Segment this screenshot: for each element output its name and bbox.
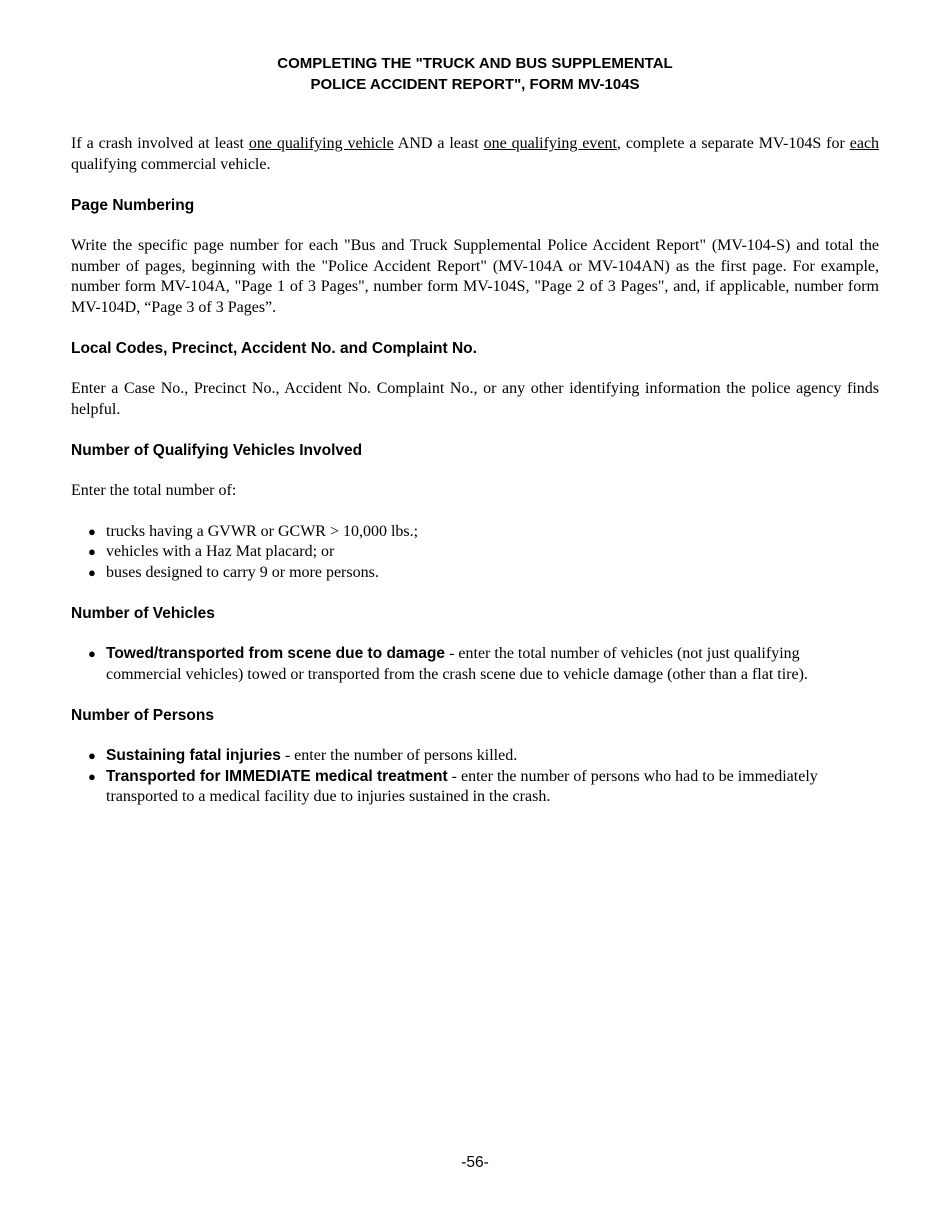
list-item-text: vehicles with a Haz Mat placard; or xyxy=(106,543,335,560)
title-line-2: POLICE ACCIDENT REPORT", FORM MV-104S xyxy=(310,76,640,93)
number-of-vehicles-list xyxy=(71,644,879,685)
bullet-icon: ● xyxy=(88,768,96,784)
intro-underline-qualifying-vehicle: one qualifying vehicle xyxy=(248,135,394,152)
page-number: -56- xyxy=(461,1154,489,1171)
heading-number-of-vehicles: Number of Vehicles xyxy=(71,605,215,622)
list-item-term: Transported for IMMEDIATE medical treatment xyxy=(106,767,448,785)
list-item xyxy=(71,542,879,563)
bullet-icon: ● xyxy=(88,544,96,559)
list-item-term: Towed/transported from scene due to damage xyxy=(106,645,446,662)
intro-underline-qualifying-event: one qualifying event xyxy=(483,135,617,152)
page-numbering-paragraph: Write the specific page number for each "Bus and Truck Supplemental Police Accident Report" (MV-104-S) and total the number of pages, beginning with the "Police Accident Report" (MV-104A or MV-104AN) as the first page. For example, number form MV-104A, "Page 1 of 3 Pages", number form MV-104S, "Page 2 of 3 Pages", and, if applicable, number form MV-104D, “Page 3 of 3 Pages”. xyxy=(71,237,879,316)
number-of-persons-list xyxy=(71,746,879,808)
title-line-1: COMPLETING THE "TRUCK AND BUS SUPPLEMENTAL xyxy=(277,55,673,72)
list-item-description: - enter the total number of vehicles (not just qualifying commercial vehicles) towed or transported from the crash scene due to vehicle damage (other than a flat tire). xyxy=(106,645,808,683)
qualifying-vehicles-list xyxy=(71,522,879,584)
document-page xyxy=(71,53,879,808)
intro-underline-each: each xyxy=(849,135,880,152)
list-item-text: trucks having a GVWR or GCWR > 10,000 lbs.; xyxy=(106,522,419,540)
intro-paragraph xyxy=(71,134,879,175)
bullet-icon: ● xyxy=(88,646,96,661)
list-item-term: Sustaining fatal injuries xyxy=(106,747,281,764)
list-item-text: buses designed to carry 9 or more persons. xyxy=(106,563,379,581)
list-item xyxy=(71,522,879,543)
intro-text-3: , complete a separate MV-104S for xyxy=(616,135,850,152)
bullet-icon: ● xyxy=(88,748,96,763)
heading-qualifying-vehicles: Number of Qualifying Vehicles Involved xyxy=(71,442,363,459)
page-title xyxy=(71,53,879,95)
bullet-icon: ● xyxy=(88,523,96,539)
intro-text-4: qualifying commercial vehicle. xyxy=(71,155,271,173)
heading-number-of-persons: Number of Persons xyxy=(71,707,214,724)
heading-page-numbering: Page Numbering xyxy=(71,197,195,214)
heading-local-codes: Local Codes, Precinct, Accident No. and Complaint No. xyxy=(71,340,477,357)
intro-text-2: AND a least xyxy=(393,135,484,152)
qualifying-vehicles-paragraph: Enter the total number of: xyxy=(71,482,237,499)
list-item xyxy=(71,644,879,685)
bullet-icon: ● xyxy=(88,564,96,580)
intro-text-1: If a crash involved at least xyxy=(71,135,249,152)
list-item-description: - enter the number of persons who had to be immediately transported to a medical facility due to injuries sustained in the crash. xyxy=(106,767,818,805)
list-item xyxy=(71,746,879,767)
local-codes-paragraph: Enter a Case No., Precinct No., Accident No. Complaint No., or any other identifying information the police agency finds helpful. xyxy=(71,380,879,418)
list-item xyxy=(71,563,879,584)
list-item-description: - enter the number of persons killed. xyxy=(280,747,518,764)
list-item xyxy=(71,767,879,808)
